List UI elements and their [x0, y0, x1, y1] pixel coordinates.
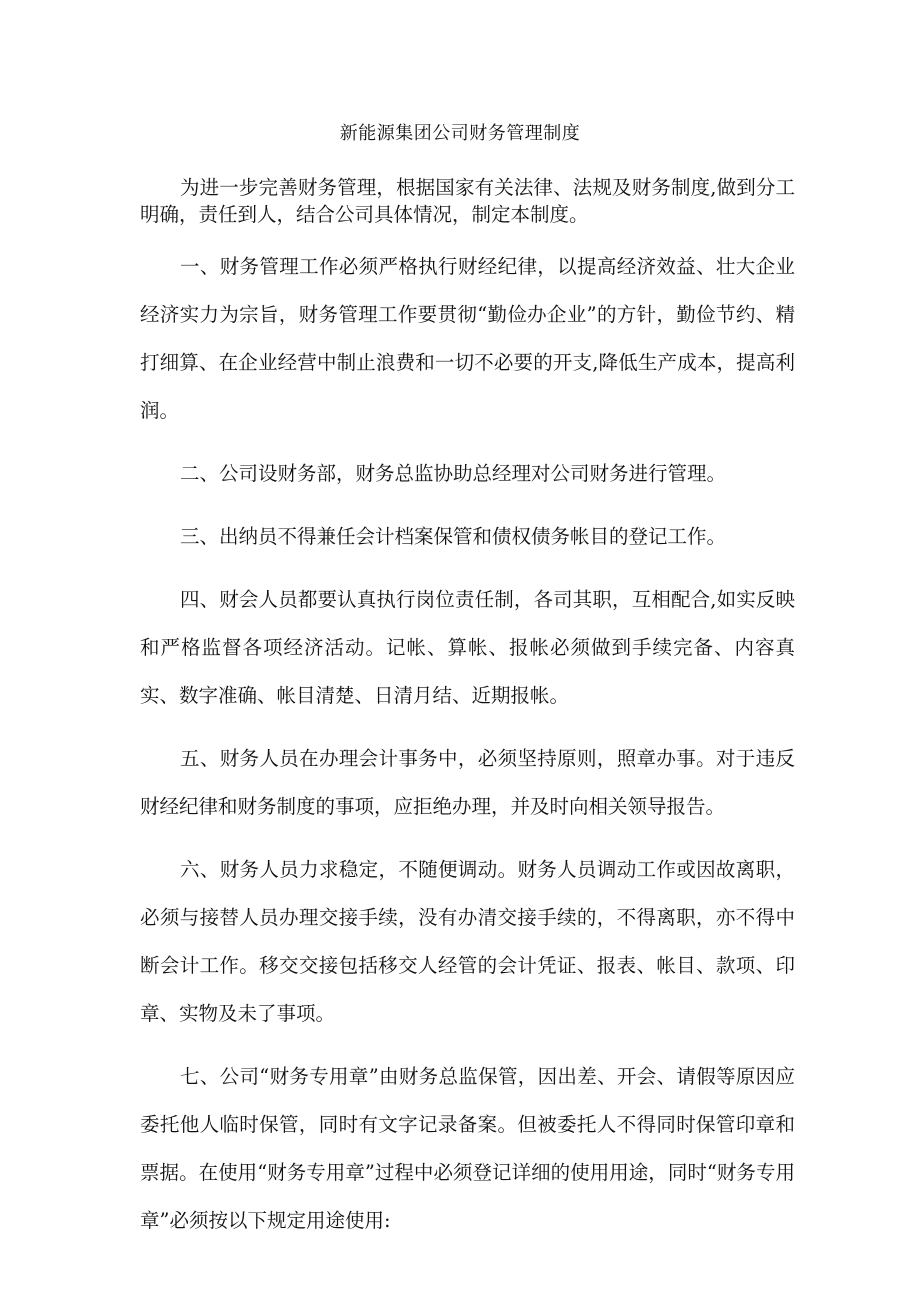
- article-2-paragraph: 二、公司设财务部，财务总监协助总经理对公司财务进行管理。: [180, 462, 727, 485]
- article-4-paragraph: 四、财会人员都要认真执行岗位责任制，各司其职，互相配合,如实反映和严格监督各项经济活动。记帐、算帐、报帐必须做到手续完备、内容真实、数字准确、帐目清楚、日清月结、近期报帐。: [140, 588, 795, 707]
- intro-paragraph: 为进一步完善财务管理，根据国家有关法律、法规及财务制度,做到分工明确，责任到人，结合公司具体情况，制定本制度。: [140, 176, 795, 226]
- document-body: [140, 174, 795, 1245]
- article-3-paragraph: 三、出纳员不得兼任会计档案保管和债权债务帐目的登记工作。: [180, 525, 727, 548]
- article-6-paragraph: 六、财务人员力求稳定，不随便调动。财务人员调动工作或因故离职，必须与接替人员办理交接手续，没有办清交接手续的，不得离职，亦不得中断会计工作。移交交接包括移交人经管的会计凭证、报表、帐目、款项、印章、实物及未了事项。: [140, 858, 795, 1025]
- article-7-paragraph: 七、公司“财务专用章”由财务总监保管，因出差、开会、请假等原因应委托他人临时保管，同时有文字记录备案。但被委托人不得同时保管印章和票据。在使用“财务专用章”过程中必须登记详细的使用用途，同时“财务专用章”必须按以下规定用途使用:: [140, 1065, 795, 1232]
- document-title: 新能源集团公司财务管理制度: [339, 123, 581, 144]
- article-5-paragraph: 五、财务人员在办理会计事务中，必须坚持原则，照章办事。对于违反财经纪律和财务制度的事项，应拒绝办理，并及时向相关领导报告。: [140, 747, 795, 818]
- article-1-paragraph: 一、财务管理工作必须严格执行财经纪律，以提高经济效益、壮大企业经济实力为宗旨，财务管理工作要贯彻“勤俭办企业”的方针，勤俭节约、精打细算、在企业经营中制止浪费和一切不必要的开支,降低生产成本，提高利润。: [140, 255, 795, 422]
